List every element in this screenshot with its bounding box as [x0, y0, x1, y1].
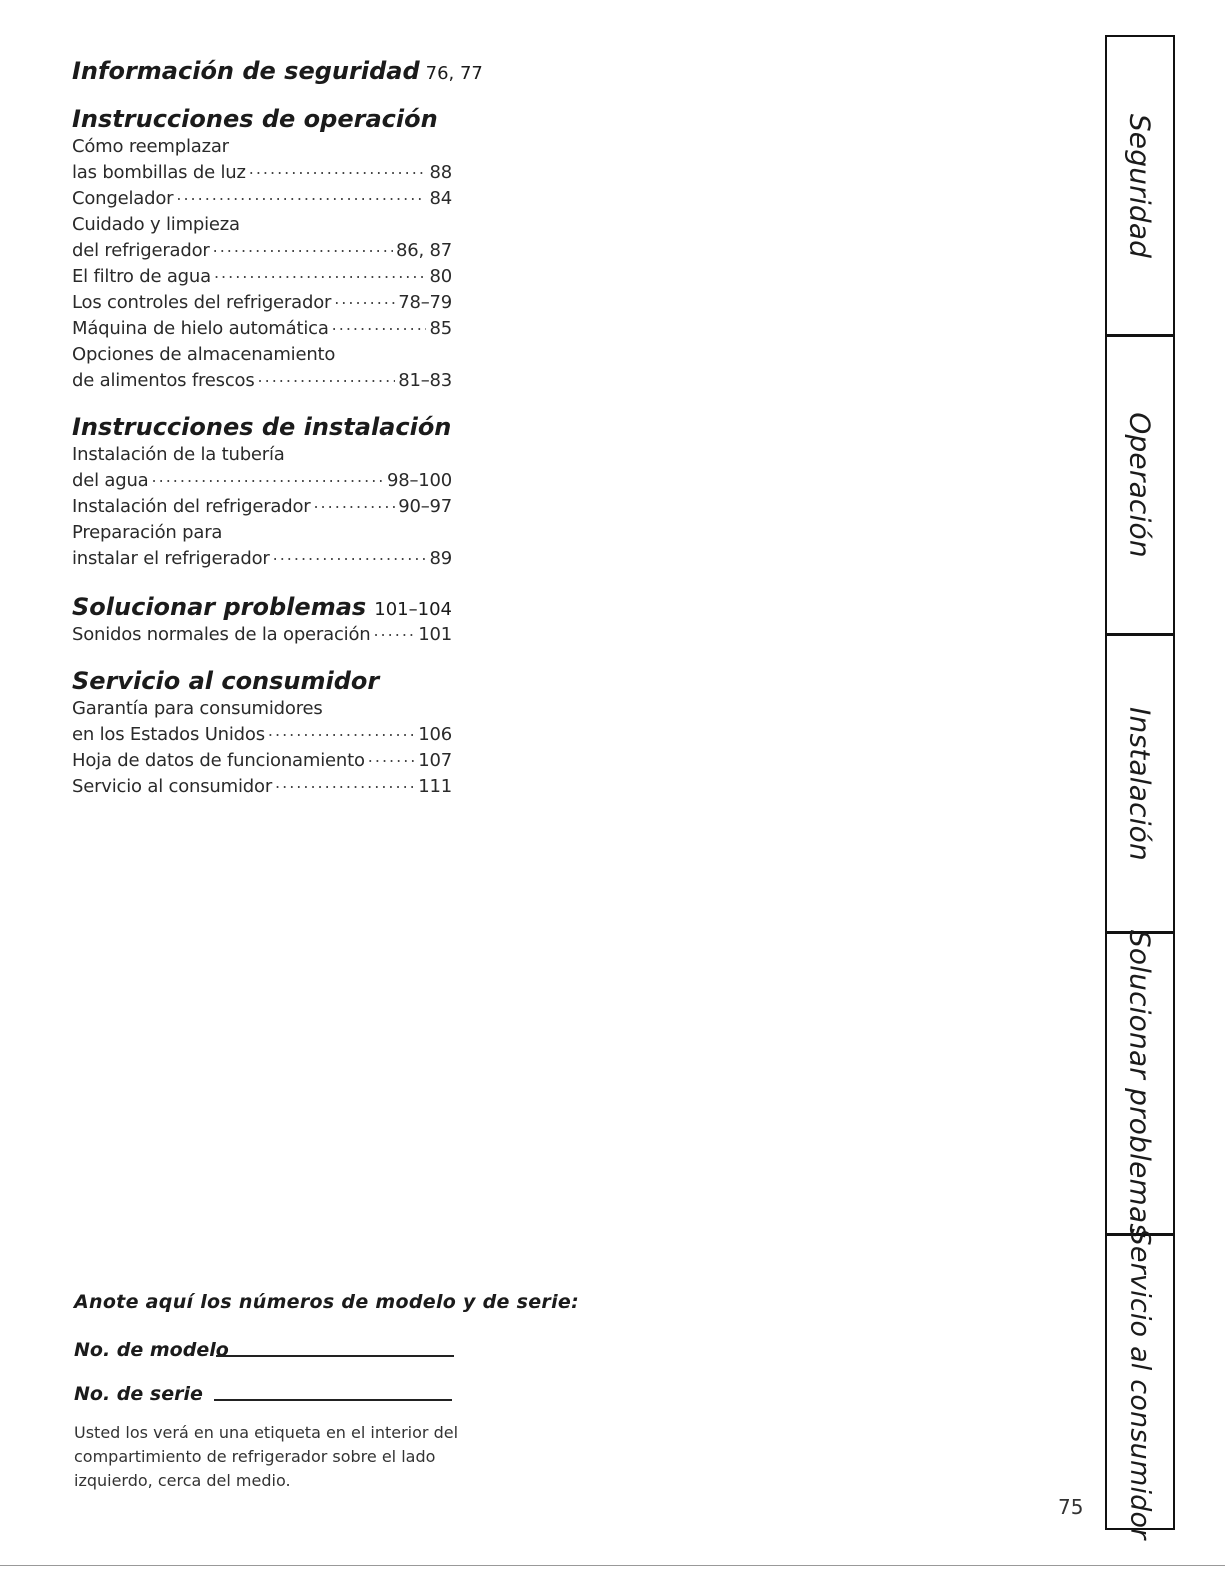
toc-page-number: 81–83	[398, 370, 452, 391]
installation-heading: Instrucciones de instalación	[72, 413, 452, 441]
toc-line-label: las bombillas de luz	[72, 162, 246, 183]
table-of-contents	[72, 56, 483, 800]
tab-label: Seguridad	[1123, 113, 1157, 258]
toc-line-label: Opciones de almacenamiento	[72, 344, 336, 365]
toc-entry-icemaker[interactable]	[72, 316, 452, 342]
dot-leader	[373, 618, 415, 644]
consumer-heading: Servicio al consumidor	[72, 667, 380, 695]
toc-line-label: Congelador	[72, 188, 174, 209]
model-number-label: No. de modelo	[74, 1339, 229, 1361]
toc-entry-refrigerator-installation[interactable]	[72, 494, 452, 520]
toc-entry-fresh-food-storage[interactable]	[72, 368, 452, 394]
tab-operacion[interactable]	[1107, 334, 1173, 633]
dot-leader	[258, 364, 396, 390]
tab-label: Instalación	[1123, 706, 1157, 861]
model-number-field[interactable]	[216, 1355, 454, 1357]
dot-leader	[368, 744, 415, 770]
toc-line-label: en los Estados Unidos	[72, 724, 265, 745]
dot-leader	[275, 770, 415, 796]
toc-section-consumer	[72, 666, 452, 800]
toc-entry-consumer-service[interactable]	[72, 774, 452, 800]
serial-number-label: No. de serie	[74, 1383, 203, 1405]
toc-page-number: 86, 87	[395, 240, 452, 261]
toc-line-label: del refrigerador	[72, 240, 210, 261]
toc-line-label: Sonidos normales de la operación	[72, 624, 371, 645]
toc-entry-freezer[interactable]	[72, 186, 452, 212]
section-tabs	[1105, 35, 1175, 1540]
safety-pages: 76, 77	[425, 63, 483, 84]
dot-leader	[369, 588, 371, 621]
toc-page-number: 84	[429, 188, 452, 209]
toc-page-number: 90–97	[398, 496, 452, 517]
toc-entry-preparation[interactable]	[72, 546, 452, 572]
toc-section-troubleshooting	[72, 592, 452, 648]
toc-line-label: instalar el refrigerador	[72, 548, 270, 569]
dot-leader	[152, 464, 384, 490]
bottom-divider	[0, 1565, 1225, 1566]
toc-page-number: 89	[429, 548, 452, 569]
toc-section-safety	[72, 56, 483, 86]
toc-page-number: 101	[418, 624, 452, 645]
model-record-title: Anote aquí los números de modelo y de serie:	[74, 1291, 580, 1313]
serial-number-row	[74, 1361, 534, 1405]
toc-page-number: 88	[429, 162, 452, 183]
page-number: 75	[1058, 1495, 1084, 1519]
dot-leader	[214, 260, 427, 286]
toc-section-operation	[72, 104, 452, 394]
tab-label: Servicio al consumidor	[1124, 1228, 1156, 1540]
toc-page-number: 85	[429, 318, 452, 339]
toc-line-label: de alimentos frescos	[72, 370, 255, 391]
toc-page-number: 107	[418, 750, 452, 771]
troubleshooting-heading: Solucionar problemas	[72, 593, 367, 621]
toc-line-label: Servicio al consumidor	[72, 776, 273, 797]
troubleshooting-pages: 101–104	[374, 599, 452, 620]
toc-section-installation	[72, 412, 452, 572]
dot-leader	[273, 542, 427, 568]
toc-line-label: Cuidado y limpieza	[72, 214, 240, 235]
toc-line-label: Instalación del refrigerador	[72, 496, 311, 517]
model-number-row	[74, 1317, 534, 1361]
operation-heading: Instrucciones de operación	[72, 105, 438, 133]
toc-line-label: El filtro de agua	[72, 266, 211, 287]
toc-line-label: del agua	[72, 470, 149, 491]
toc-line-label: Preparación para	[72, 522, 223, 543]
toc-entry-safety[interactable]	[72, 56, 483, 86]
safety-heading: Información de seguridad	[72, 57, 420, 85]
tab-seguridad[interactable]	[1107, 37, 1173, 334]
tab-servicio-al-consumidor[interactable]	[1107, 1228, 1173, 1540]
label-location-note: Usted los verá en una etiqueta en el interior del compartimiento de refrigerador sobre el lado izquierdo, cerca del medio.	[74, 1423, 459, 1490]
tab-label: Operación	[1123, 412, 1157, 558]
toc-line-label: Instalación de la tubería	[72, 444, 285, 465]
toc-page-number: 111	[418, 776, 452, 797]
dot-leader	[268, 718, 415, 744]
toc-line-label: Hoja de datos de funcionamiento	[72, 750, 365, 771]
toc-line-label: Garantía para consumidores	[72, 698, 323, 719]
tab-label: Solucionar problemas	[1123, 929, 1157, 1238]
tab-solucionar-problemas[interactable]	[1107, 929, 1173, 1238]
toc-entry-normal-sounds[interactable]	[72, 622, 452, 648]
toc-page-number: 98–100	[386, 470, 452, 491]
toc-line-label: Cómo reemplazar	[72, 136, 229, 157]
dot-leader	[176, 182, 426, 208]
toc-line-label: Los controles del refrigerador	[72, 292, 332, 313]
tab-instalacion[interactable]	[1107, 633, 1173, 931]
toc-page-number: 78–79	[398, 292, 452, 313]
dot-leader	[213, 234, 393, 260]
dot-leader	[332, 312, 427, 338]
serial-number-field[interactable]	[214, 1399, 452, 1401]
model-serial-record	[74, 1287, 580, 1493]
dot-leader	[249, 156, 427, 182]
dot-leader	[313, 490, 395, 516]
dot-leader	[334, 286, 395, 312]
toc-page-number: 80	[429, 266, 452, 287]
toc-line-label: Máquina de hielo automática	[72, 318, 329, 339]
toc-page-number: 106	[418, 724, 452, 745]
